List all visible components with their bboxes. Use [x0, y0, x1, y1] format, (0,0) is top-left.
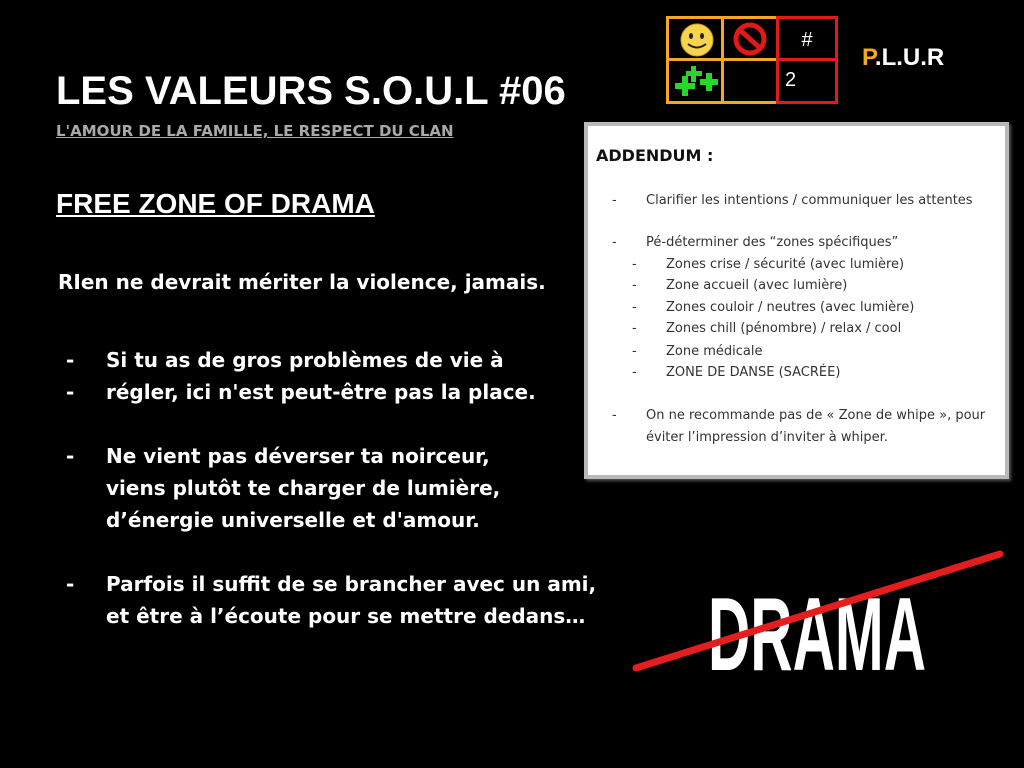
- addendum-item-text: On ne recommande pas de « Zone de whipe », pour: [646, 408, 986, 423]
- zone-item-text: Zone médicale: [666, 344, 763, 359]
- grid-cell-plus: [666, 58, 724, 104]
- bullet-list: [60, 344, 660, 632]
- bullet-text: et être à l’écoute pour se mettre dedans…: [106, 604, 586, 628]
- zone-dash: -: [632, 278, 637, 293]
- grid-cell-no-symbol: [721, 16, 779, 61]
- green-plus-icon: [669, 61, 721, 101]
- addendum-title: ADDENDUM :: [596, 146, 714, 165]
- grid-cell-number: [776, 58, 838, 104]
- no-symbol-icon: [724, 19, 776, 58]
- grid-cell-smiley: [666, 16, 724, 61]
- plur-rest: .L.U.R: [874, 44, 945, 71]
- drama-strike-logo: [630, 540, 1010, 680]
- section-heading: FREE ZONE OF DRAMA: [56, 188, 375, 219]
- bullet-line: [60, 472, 660, 504]
- bullet-line: [60, 568, 660, 600]
- bullet-line: [60, 504, 660, 536]
- zone-item-text: Zone accueil (avec lumière): [666, 278, 848, 293]
- zone-item-text: ZONE DE DANSE (SACRÉE): [666, 365, 841, 380]
- grid-cell-hash: [776, 16, 838, 61]
- page-title: LES VALEURS S.O.U.L #06: [56, 69, 566, 113]
- bullet-line: [60, 600, 660, 632]
- bullet-line: [60, 440, 660, 472]
- addendum-box: [584, 122, 1009, 479]
- bullet-dash: -: [66, 380, 75, 404]
- zone-item-text: Zones couloir / neutres (avec lumière): [666, 300, 915, 315]
- hash-label: #: [801, 29, 813, 51]
- addendum-item-text: Clarifier les intentions / communiquer les attentes: [646, 193, 973, 208]
- zone-item-text: Zones chill (pénombre) / relax / cool: [666, 321, 902, 336]
- value-grid: [666, 16, 838, 104]
- bullet-text: régler, ici n'est peut-être pas la place.: [106, 380, 536, 404]
- smiley-icon: [669, 19, 721, 58]
- zone-dash: -: [632, 344, 637, 359]
- bullet-dash: -: [66, 572, 75, 596]
- bullet-dash: -: [66, 444, 75, 468]
- plur-first-letter: P: [862, 44, 875, 71]
- bullet-text: Si tu as de gros problèmes de vie à: [106, 348, 504, 372]
- bullet-text: d’énergie universelle et d'amour.: [106, 508, 480, 532]
- bullet-dash: -: [66, 348, 75, 372]
- bullet-text: Ne vient pas déverser ta noirceur,: [106, 444, 490, 468]
- bullet-line: [60, 376, 660, 408]
- number-label: 2: [785, 69, 797, 91]
- bullet-text: Parfois il suffit de se brancher avec un ami,: [106, 572, 597, 596]
- addendum-item-continuation: éviter l’impression d’inviter à whiper.: [646, 430, 888, 445]
- zone-dash: -: [632, 257, 637, 272]
- zone-dash: -: [632, 321, 637, 336]
- addendum-dash: -: [612, 235, 617, 250]
- bullet-line: [60, 344, 660, 376]
- addendum-item-text: Pé-déterminer des “zones spécifiques”: [646, 235, 899, 250]
- zone-dash: -: [632, 365, 637, 380]
- drama-word: DRAMA: [708, 577, 926, 680]
- plur-label: [862, 44, 944, 72]
- addendum-dash: -: [612, 193, 617, 208]
- zone-item-text: Zones crise / sécurité (avec lumière): [666, 257, 905, 272]
- zone-dash: -: [632, 300, 637, 315]
- bullet-text: viens plutôt te charger de lumière,: [106, 476, 501, 500]
- addendum-dash: -: [612, 408, 617, 423]
- grid-cell-empty: [721, 58, 779, 104]
- intro-text: RIen ne devrait mériter la violence, jamais.: [58, 270, 546, 294]
- page-subtitle: L'AMOUR DE LA FAMILLE, LE RESPECT DU CLAN: [56, 122, 454, 140]
